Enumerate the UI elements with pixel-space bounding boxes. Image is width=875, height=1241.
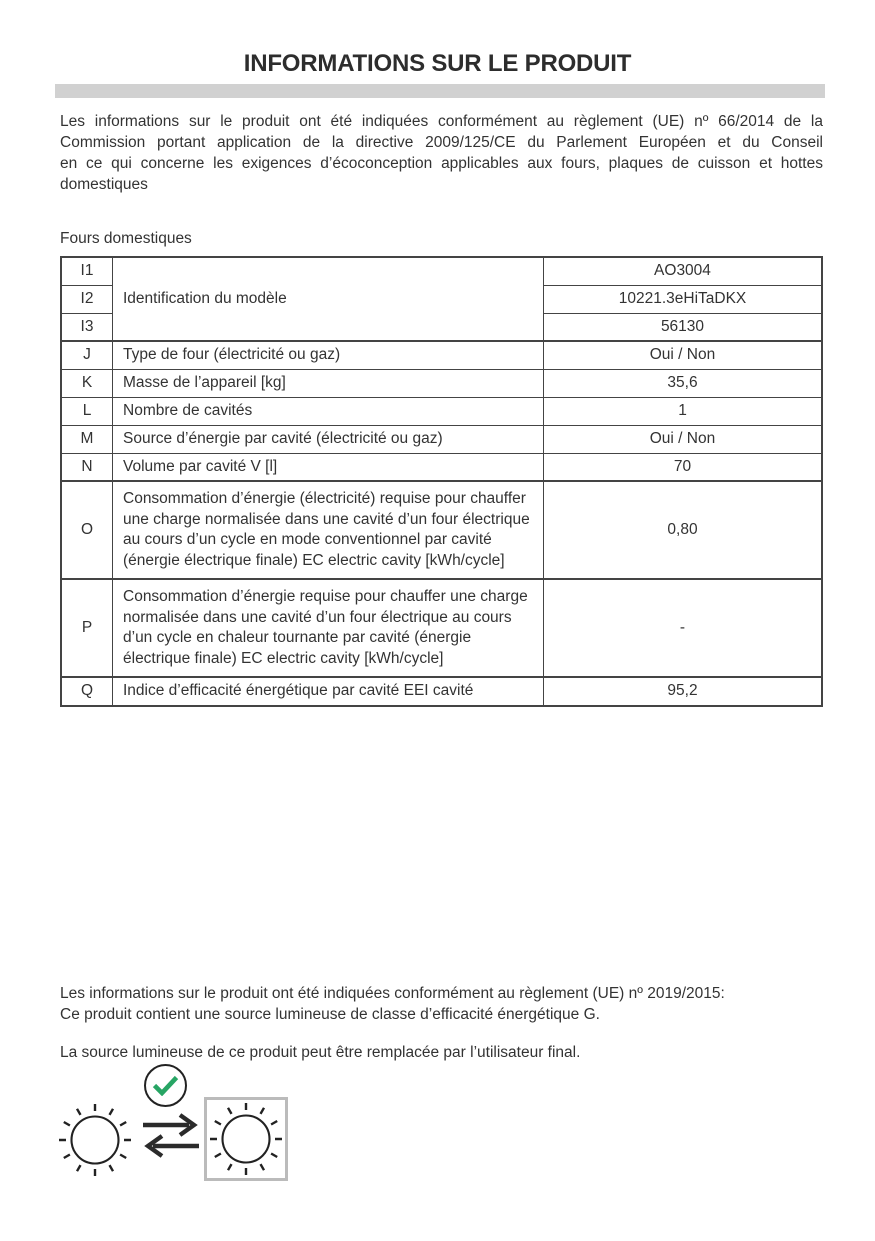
lighting-regulation-paragraph bbox=[60, 983, 823, 1025]
row-key: N bbox=[61, 453, 113, 481]
table-row-i1 bbox=[61, 257, 822, 285]
table-caption: Fours domestiques bbox=[60, 230, 192, 247]
table-row-q bbox=[61, 677, 822, 706]
check-mark bbox=[152, 1075, 179, 1096]
row-key: I2 bbox=[61, 285, 113, 313]
page-title: INFORMATIONS SUR LE PRODUIT bbox=[243, 50, 632, 77]
table-row-l bbox=[61, 397, 822, 425]
row-key: P bbox=[61, 579, 113, 677]
row-key: I3 bbox=[61, 313, 113, 341]
row-value: - bbox=[544, 579, 823, 677]
green-check-circle-icon bbox=[144, 1064, 187, 1107]
product-table-body bbox=[61, 257, 822, 706]
title-underline-bar bbox=[55, 84, 825, 98]
row-value: 10221.3eHiTaDKX bbox=[544, 285, 823, 313]
row-value: 95,2 bbox=[544, 677, 823, 706]
row-key: Q bbox=[61, 677, 113, 706]
row-label: Type de four (électricité ou gaz) bbox=[113, 341, 544, 369]
text-line: domestiques bbox=[60, 176, 148, 193]
row-label: Identification du modèle bbox=[113, 257, 544, 341]
text-line: en ce qui concerne les exigences d’écoconception applicables aux fours, plaques de cuisson et hottes bbox=[60, 155, 823, 172]
row-value: 0,80 bbox=[544, 481, 823, 579]
row-key: M bbox=[61, 425, 113, 453]
row-value: AO3004 bbox=[544, 257, 823, 285]
row-key: I1 bbox=[61, 257, 113, 285]
row-label: Consommation d’énergie requise pour chauffer une charge normalisée dans une cavité d’un four électrique au cours d’un cycle en chaleur tournante par cavité (énergie électrique finale) EC electric cavity [kWh/cycle] bbox=[113, 579, 544, 677]
text-line: Les informations sur le produit ont été indiquées conformément au règlement (UE) nº 2019/2015: bbox=[60, 985, 725, 1002]
lamp-sun-icon-boxed bbox=[208, 1101, 284, 1177]
row-label: Source d’énergie par cavité (électricité ou gaz) bbox=[113, 425, 544, 453]
row-label: Volume par cavité V [l] bbox=[113, 453, 544, 481]
table-row-j bbox=[61, 341, 822, 369]
row-label: Indice d’efficacité énergétique par cavité EEI cavité bbox=[113, 677, 544, 706]
row-label: Nombre de cavités bbox=[113, 397, 544, 425]
table-row-n bbox=[61, 453, 822, 481]
product-info-table bbox=[60, 256, 823, 707]
row-key: J bbox=[61, 341, 113, 369]
row-value: 35,6 bbox=[544, 369, 823, 397]
row-value: 1 bbox=[544, 397, 823, 425]
lamp-replacement-note bbox=[60, 1042, 823, 1063]
row-key: L bbox=[61, 397, 113, 425]
regulation-intro-paragraph bbox=[60, 111, 823, 195]
table-row-p bbox=[61, 579, 822, 677]
table-row-m bbox=[61, 425, 822, 453]
text-line: Ce produit contient une source lumineuse de classe d’efficacité énergétique G. bbox=[60, 1006, 600, 1023]
row-value: 56130 bbox=[544, 313, 823, 341]
text-line: La source lumineuse de ce produit peut être remplacée par l’utilisateur final. bbox=[60, 1044, 581, 1061]
row-value: Oui / Non bbox=[544, 425, 823, 453]
row-label: Consommation d’énergie (électricité) requise pour chauffer une charge normalisée dans une cavité d’un four électrique au cours d’un cycle en mode conventionnel par cavité (énergie électrique finale) EC electric cavity [kWh/cycle] bbox=[113, 481, 544, 579]
row-key: O bbox=[61, 481, 113, 579]
text-line: Les informations sur le produit ont été indiquées conformément au règlement (UE) nº 66/2014 de la bbox=[60, 113, 823, 130]
row-label: Masse de l’appareil [kg] bbox=[113, 369, 544, 397]
table-row-k bbox=[61, 369, 822, 397]
row-value: 70 bbox=[544, 453, 823, 481]
table-row-o bbox=[61, 481, 822, 579]
swap-arrows-icon bbox=[141, 1112, 201, 1160]
text-line: Commission portant application de la directive 2009/125/CE du Parlement Européen et du Conseil bbox=[60, 134, 823, 151]
row-key: K bbox=[61, 369, 113, 397]
row-value: Oui / Non bbox=[544, 341, 823, 369]
lamp-sun-icon bbox=[57, 1102, 133, 1178]
replacement-lamp-box bbox=[204, 1097, 288, 1181]
